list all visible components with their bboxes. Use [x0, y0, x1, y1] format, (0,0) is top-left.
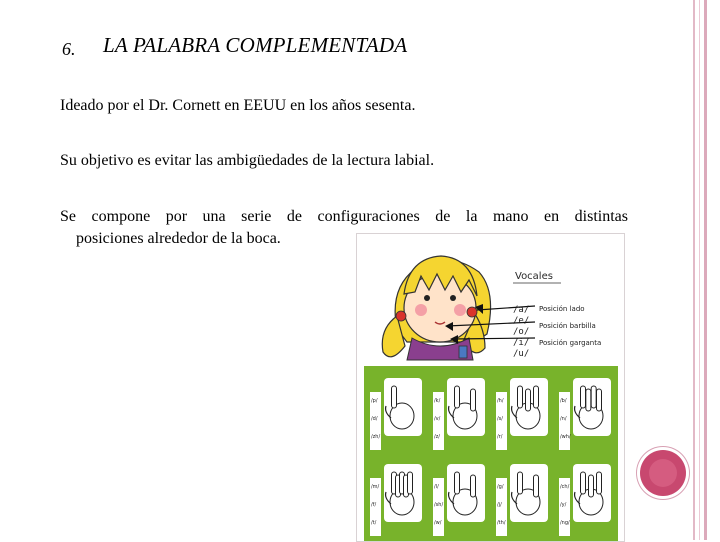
hand-finger [455, 386, 460, 408]
handshape-tag: /k/ [434, 398, 441, 404]
hand-finger [589, 475, 594, 497]
vowel-position-list [539, 305, 601, 347]
hand-finger [581, 386, 586, 408]
handshape-tag: /sh/ [434, 502, 444, 508]
handshape-tag: /t/ [371, 520, 377, 526]
handshape-tag: /ch/ [560, 484, 570, 490]
handshape-tag: /n/ [560, 416, 567, 422]
cued-speech-illustration [356, 233, 625, 542]
hand-finger [591, 386, 596, 408]
hand-finger [534, 386, 539, 408]
hand-finger [392, 386, 397, 408]
handshape-tag: /v/ [434, 416, 441, 422]
handshape-tag: /p/ [371, 398, 378, 404]
handshape-tag: /s/ [497, 416, 503, 422]
paragraph-origin: Ideado por el Dr. Cornett en EEUU en los años sesenta. [60, 97, 416, 114]
hand-finger [471, 475, 476, 497]
vowels-title: Vocales [515, 271, 553, 282]
left-hair-tie [396, 311, 406, 321]
paragraph-composition-line-2: posiciones alrededor de la boca. [76, 230, 281, 247]
vowel-position-label: Posición barbilla [539, 322, 596, 330]
right-hair-tie [467, 307, 477, 317]
handshape-tag: /th/ [497, 520, 506, 526]
handshape-tag: /l/ [434, 484, 439, 490]
decorative-rail-right [704, 0, 707, 540]
vowel-symbol: /u/ [513, 349, 530, 359]
handshape-tag: /ng/ [560, 520, 570, 526]
handshape-tag: /d/ [371, 416, 378, 422]
handshape-tag: /wh/ [560, 434, 571, 440]
hand-finger [586, 389, 591, 411]
handshape-tag: /r/ [497, 434, 503, 440]
handshape-tag: /zh/ [371, 434, 381, 440]
left-eye [424, 295, 430, 301]
heading-number: 6. [62, 39, 76, 59]
vowel-symbol-list [513, 305, 529, 359]
hand-finger [518, 386, 523, 408]
decorative-circle-inner [649, 459, 677, 487]
hand-finger [581, 472, 586, 494]
vowel-symbol: /o/ [513, 327, 530, 337]
hand-finger [455, 472, 460, 494]
girl-strap [459, 346, 467, 358]
vowel-position-label: Posición lado [539, 305, 585, 313]
vowel-position-label: Posición garganta [539, 339, 602, 347]
hand-finger [534, 475, 539, 497]
hand-finger [471, 389, 476, 411]
right-cheek [454, 304, 466, 316]
handshape-tag: /g/ [497, 484, 504, 490]
handshape-tag: /b/ [560, 398, 567, 404]
hand-finger [518, 472, 523, 494]
decorative-rail-left [693, 0, 695, 540]
decorative-rail-middle [699, 0, 700, 540]
handshape-tag: /j/ [497, 502, 502, 508]
paragraph-composition-line-1: Se compone por una serie de configuraciones de la mano en distintas [60, 208, 628, 225]
handshape-tag: /m/ [371, 484, 380, 490]
right-eye [450, 295, 456, 301]
illustration-svg [357, 234, 624, 541]
left-cheek [415, 304, 427, 316]
decorative-circle [640, 450, 686, 496]
vowel-symbol: /a/ [513, 305, 530, 315]
paragraph-objective: Su objetivo es evitar las ambigüedades de la lectura labial. [60, 152, 435, 169]
handshape-tag: /w/ [434, 520, 442, 526]
handshape-tag: /z/ [434, 434, 440, 440]
handshape-tag: /f/ [371, 502, 377, 508]
vowel-symbol: /i/ [513, 338, 530, 348]
hand-finger [526, 389, 531, 411]
hand-finger [597, 472, 602, 494]
hand-finger [408, 472, 413, 494]
slide-title: LA PALABRA COMPLEMENTADA [103, 33, 408, 57]
vowel-symbol: /e/ [513, 316, 530, 326]
hand-finger [597, 389, 602, 411]
handshape-tag: /y/ [560, 502, 567, 508]
handshape-tag: /h/ [497, 398, 504, 404]
